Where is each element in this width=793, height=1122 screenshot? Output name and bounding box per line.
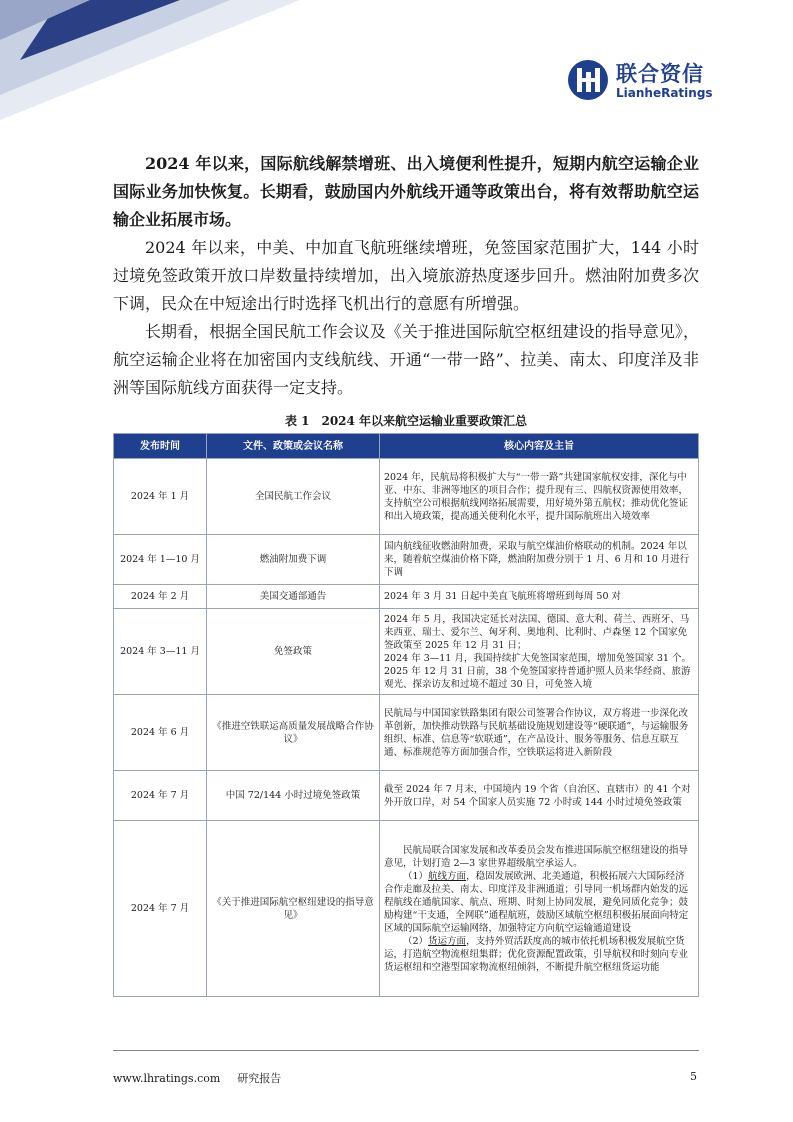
footer-divider — [113, 1050, 699, 1051]
logo-mark-icon — [568, 60, 608, 100]
cell-date: 2024 年 1—10 月 — [114, 535, 207, 585]
main-content — [113, 150, 699, 997]
table-row — [114, 535, 699, 585]
table-row — [114, 695, 699, 771]
paragraph-summary: 2024 年以来，国际航线解禁增班、出入境便利性提升，短期内航空运输企业国际业务加快恢复。长期看，鼓励国内外航线开通等政策出台，将有效帮助航空运输企业拓展市场。 — [113, 154, 699, 229]
item-label: 航线方面 — [428, 870, 467, 882]
header-name: 文件、政策或会议名称 — [207, 434, 380, 459]
cell-date: 2024 年 2 月 — [114, 585, 207, 609]
footer-website: www.lhratings.com — [113, 1072, 221, 1085]
item-text: ，稳固发展欧洲、北美通道，积极拓展六大国际经济合作走廊及拉美、南太、印度洋及非洲通道；引导同一机场群内始发的远程航线在通航国家、航点、班期、时刻上协同发展，避免同质化竞争；鼓励构建“干支通，全网联”通程航班，鼓励区域航空枢纽积极拓展面向特定区域的国际航空运输网络，加强特定方向航空运输通道建设 — [384, 870, 689, 934]
cell-content: 2024 年 5 月，我国决定延长对法国、德国、意大利、荷兰、西班牙、马来西亚、瑞士、爱尔兰、匈牙利、奥地利、比利时、卢森堡 12 个国家免签政策至 2025 年 12 月 31 日； 2024 年 3—11 月，我国持续扩大免签国家范围，增加免签国家 31 个。2025 年 12 月 31 日前，38 个免签国家持普通护照人员来华经商、旅游观光、探亲访友和过境不超过 30 日，可免签入境 — [380, 609, 699, 695]
cell-date: 2024 年 7 月 — [114, 821, 207, 997]
table-header-row — [114, 434, 699, 459]
cell-content: 2024 年 3 月 31 日起中美直飞航班将增班到每周 50 对 — [380, 585, 699, 609]
footer-left — [113, 1070, 281, 1086]
table-row — [114, 771, 699, 821]
logo-text-en: LianheRatings — [616, 86, 713, 100]
lianhe-logo — [568, 60, 718, 106]
cell-date: 2024 年 1 月 — [114, 459, 207, 535]
table-row — [114, 459, 699, 535]
header-date: 发布时间 — [114, 434, 207, 459]
footer-label: 研究报告 — [237, 1072, 282, 1085]
cell-name: 《关于推进国际航空枢纽建设的指导意见》 — [207, 821, 380, 997]
header-decoration — [0, 0, 300, 120]
cell-date: 2024 年 6 月 — [114, 695, 207, 771]
policy-table — [113, 433, 699, 997]
hub-item-routes — [384, 870, 694, 935]
cell-content — [380, 821, 699, 997]
cell-date: 2024 年 7 月 — [114, 771, 207, 821]
cell-name: 《推进空铁联运高质量发展战略合作协议》 — [207, 695, 380, 771]
item-prefix: （1） — [403, 870, 429, 882]
item-text: ，支持外贸活跃度高的城市依托机场积极发展航空货运，打造航空物流枢纽集群；优化资源配置政策，引导航权和时刻向专业货运枢纽和空港型国家物流枢纽倾斜，不断提升航空枢纽货运功能 — [384, 935, 689, 973]
cell-content: 国内航线征收燃油附加费，采取与航空煤油价格联动的机制。2024 年以来，随着航空煤油价格下降，燃油附加费分别于 1 月、6 月和 10 月进行下调 — [380, 535, 699, 585]
cell-name: 美国交通部通告 — [207, 585, 380, 609]
item-prefix: （2） — [403, 935, 429, 947]
cell-content: 截至 2024 年 7 月末，中国境内 19 个省（自治区、直辖市）的 41 个对外开放口岸，对 54 个国家人员实施 72 小时或 144 小时过境免签政策 — [380, 771, 699, 821]
cell-name: 中国 72/144 小时过境免签政策 — [207, 771, 380, 821]
table-title: 表 1 2024 年以来航空运输业重要政策汇总 — [284, 414, 528, 428]
cell-content: 民航局与中国国家铁路集团有限公司签署合作协议，双方将进一步深化改革创新，加快推动铁路与民航基础设施规划建设等“硬联通”，与运输服务组织、标准、信息等“软联通”，在产品设计、服务等服务、信息互联互通、标准规范等方面加强合作，空铁联运将进入新阶段 — [380, 695, 699, 771]
cell-date: 2024 年 3—11 月 — [114, 609, 207, 695]
cell-name: 免签政策 — [207, 609, 380, 695]
cell-name: 燃油附加费下调 — [207, 535, 380, 585]
paragraph-long-term: 长期看，根据全国民航工作会议及《关于推进国际航空枢纽建设的指导意见》，航空运输企业将在加密国内支线航线、开通“一带一路”、拉美、南太、印度洋及非洲等国际航线方面获得一定支持。 — [113, 322, 699, 397]
logo-text-cn: 联合资信 — [616, 62, 704, 86]
table-row — [114, 821, 699, 997]
item-label: 货运方面 — [428, 935, 467, 947]
cell-content: 2024 年，民航局将积极扩大与“一带一路”共建国家航权安排，深化与中亚、中东、非洲等地区的项目合作；提升现有三、四航权资源使用效率，支持航空公司根据航线网络拓展需要，用好境外第五航权；推动优化签证和出入境政策，提高通关便利化水平，提升国际航班出入境效率 — [380, 459, 699, 535]
header-content: 核心内容及主旨 — [380, 434, 699, 459]
page-number: 5 — [690, 1070, 697, 1083]
hub-item-cargo — [384, 935, 694, 974]
hub-intro: 民航局联合国家发展和改革委员会发布推进国际航空枢纽建设的指导意见，计划打造 2—3 家世界超级航空承运人。 — [384, 844, 689, 869]
paragraph-short-term: 2024 年以来，中美、中加直飞航班继续增班，免签国家范围扩大，144 小时过境免签政策开放口岸数量持续增加，出入境旅游热度逐步回升。燃油附加费多次下调，民众在中短途出行时选择飞机出行的意愿有所增强。 — [113, 238, 699, 313]
table-row — [114, 609, 699, 695]
cell-name: 全国民航工作会议 — [207, 459, 380, 535]
table-row — [114, 585, 699, 609]
